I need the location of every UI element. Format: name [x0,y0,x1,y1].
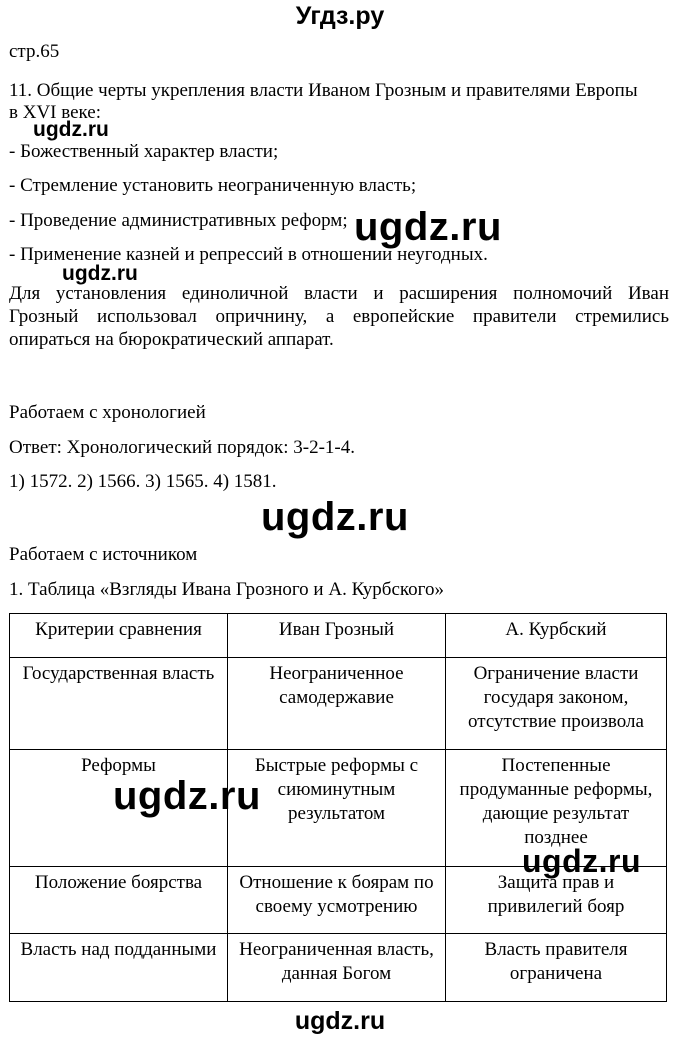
watermark: ugdz.ru [261,495,409,539]
table-title: 1. Таблица «Взгляды Ивана Грозного и А. Курбского» [9,579,444,600]
comparison-table [9,613,667,1002]
page-reference: стр.65 [9,41,60,62]
watermark: ugdz.ru [522,843,642,879]
paragraph-line: Для установления единоличной власти и расширения полномочий Иван [9,283,669,304]
chronology-dates: 1) 1572. 2) 1566. 3) 1565. 4) 1581. [9,471,277,492]
table-cell: Неограниченная власть, данная Богом [228,934,446,1002]
table-row [10,934,667,1002]
site-header-logo: Угдз.ру [295,2,385,30]
table-cell: Реформы [10,750,228,867]
table-row [10,658,667,750]
column-header: Критерии сравнения [10,614,228,658]
question-11-line-2: в XVI веке: [9,102,102,123]
table-cell: Защита прав и привилегий бояр [446,867,667,934]
paragraph-line: опираться на бюрократический аппарат. [9,329,334,350]
watermark: ugdz.ru [354,205,502,249]
list-item: - Стремление установить неограниченную власть; [9,175,417,196]
table-cell: Положение боярства [10,867,228,934]
list-item: - Божественный характер власти; [9,141,279,162]
column-header: А. Курбский [446,614,667,658]
table-header-row [10,614,667,658]
watermark: ugdz.ru [33,118,109,141]
source-heading: Работаем с источником [9,544,198,565]
table-cell: Государственная власть [10,658,228,750]
watermark: ugdz.ru [62,262,138,285]
chronology-answer: Ответ: Хронологический порядок: 3-2-1-4. [9,437,356,458]
question-11-line-1: 11. Общие черты укрепления власти Иваном Грозным и правителями Европы [9,80,638,101]
watermark: ugdz.ru [113,774,261,818]
table-cell: Постепенные продуманные реформы, дающие результат позднее [446,750,667,867]
table-cell: Быстрые реформы с сиюминутным результатом [228,750,446,867]
chronology-heading: Работаем с хронологией [9,402,206,423]
list-item: - Проведение административных реформ; [9,210,348,231]
list-item: - Применение казней и репрессий в отношении неугодных. [9,244,488,265]
table-cell: Власть над подданными [10,934,228,1002]
paragraph-line: Грозный использовал опричнину, а европейские правители стремились [9,306,669,327]
table-cell: Неограниченное самодержавие [228,658,446,750]
table-cell: Отношение к боярам по своему усмотрению [228,867,446,934]
column-header: Иван Грозный [228,614,446,658]
table-cell: Власть правителя ограничена [446,934,667,1002]
table-cell: Ограничение власти государя законом, отсутствие произвола [446,658,667,750]
site-footer-logo: ugdz.ru [294,1007,386,1035]
